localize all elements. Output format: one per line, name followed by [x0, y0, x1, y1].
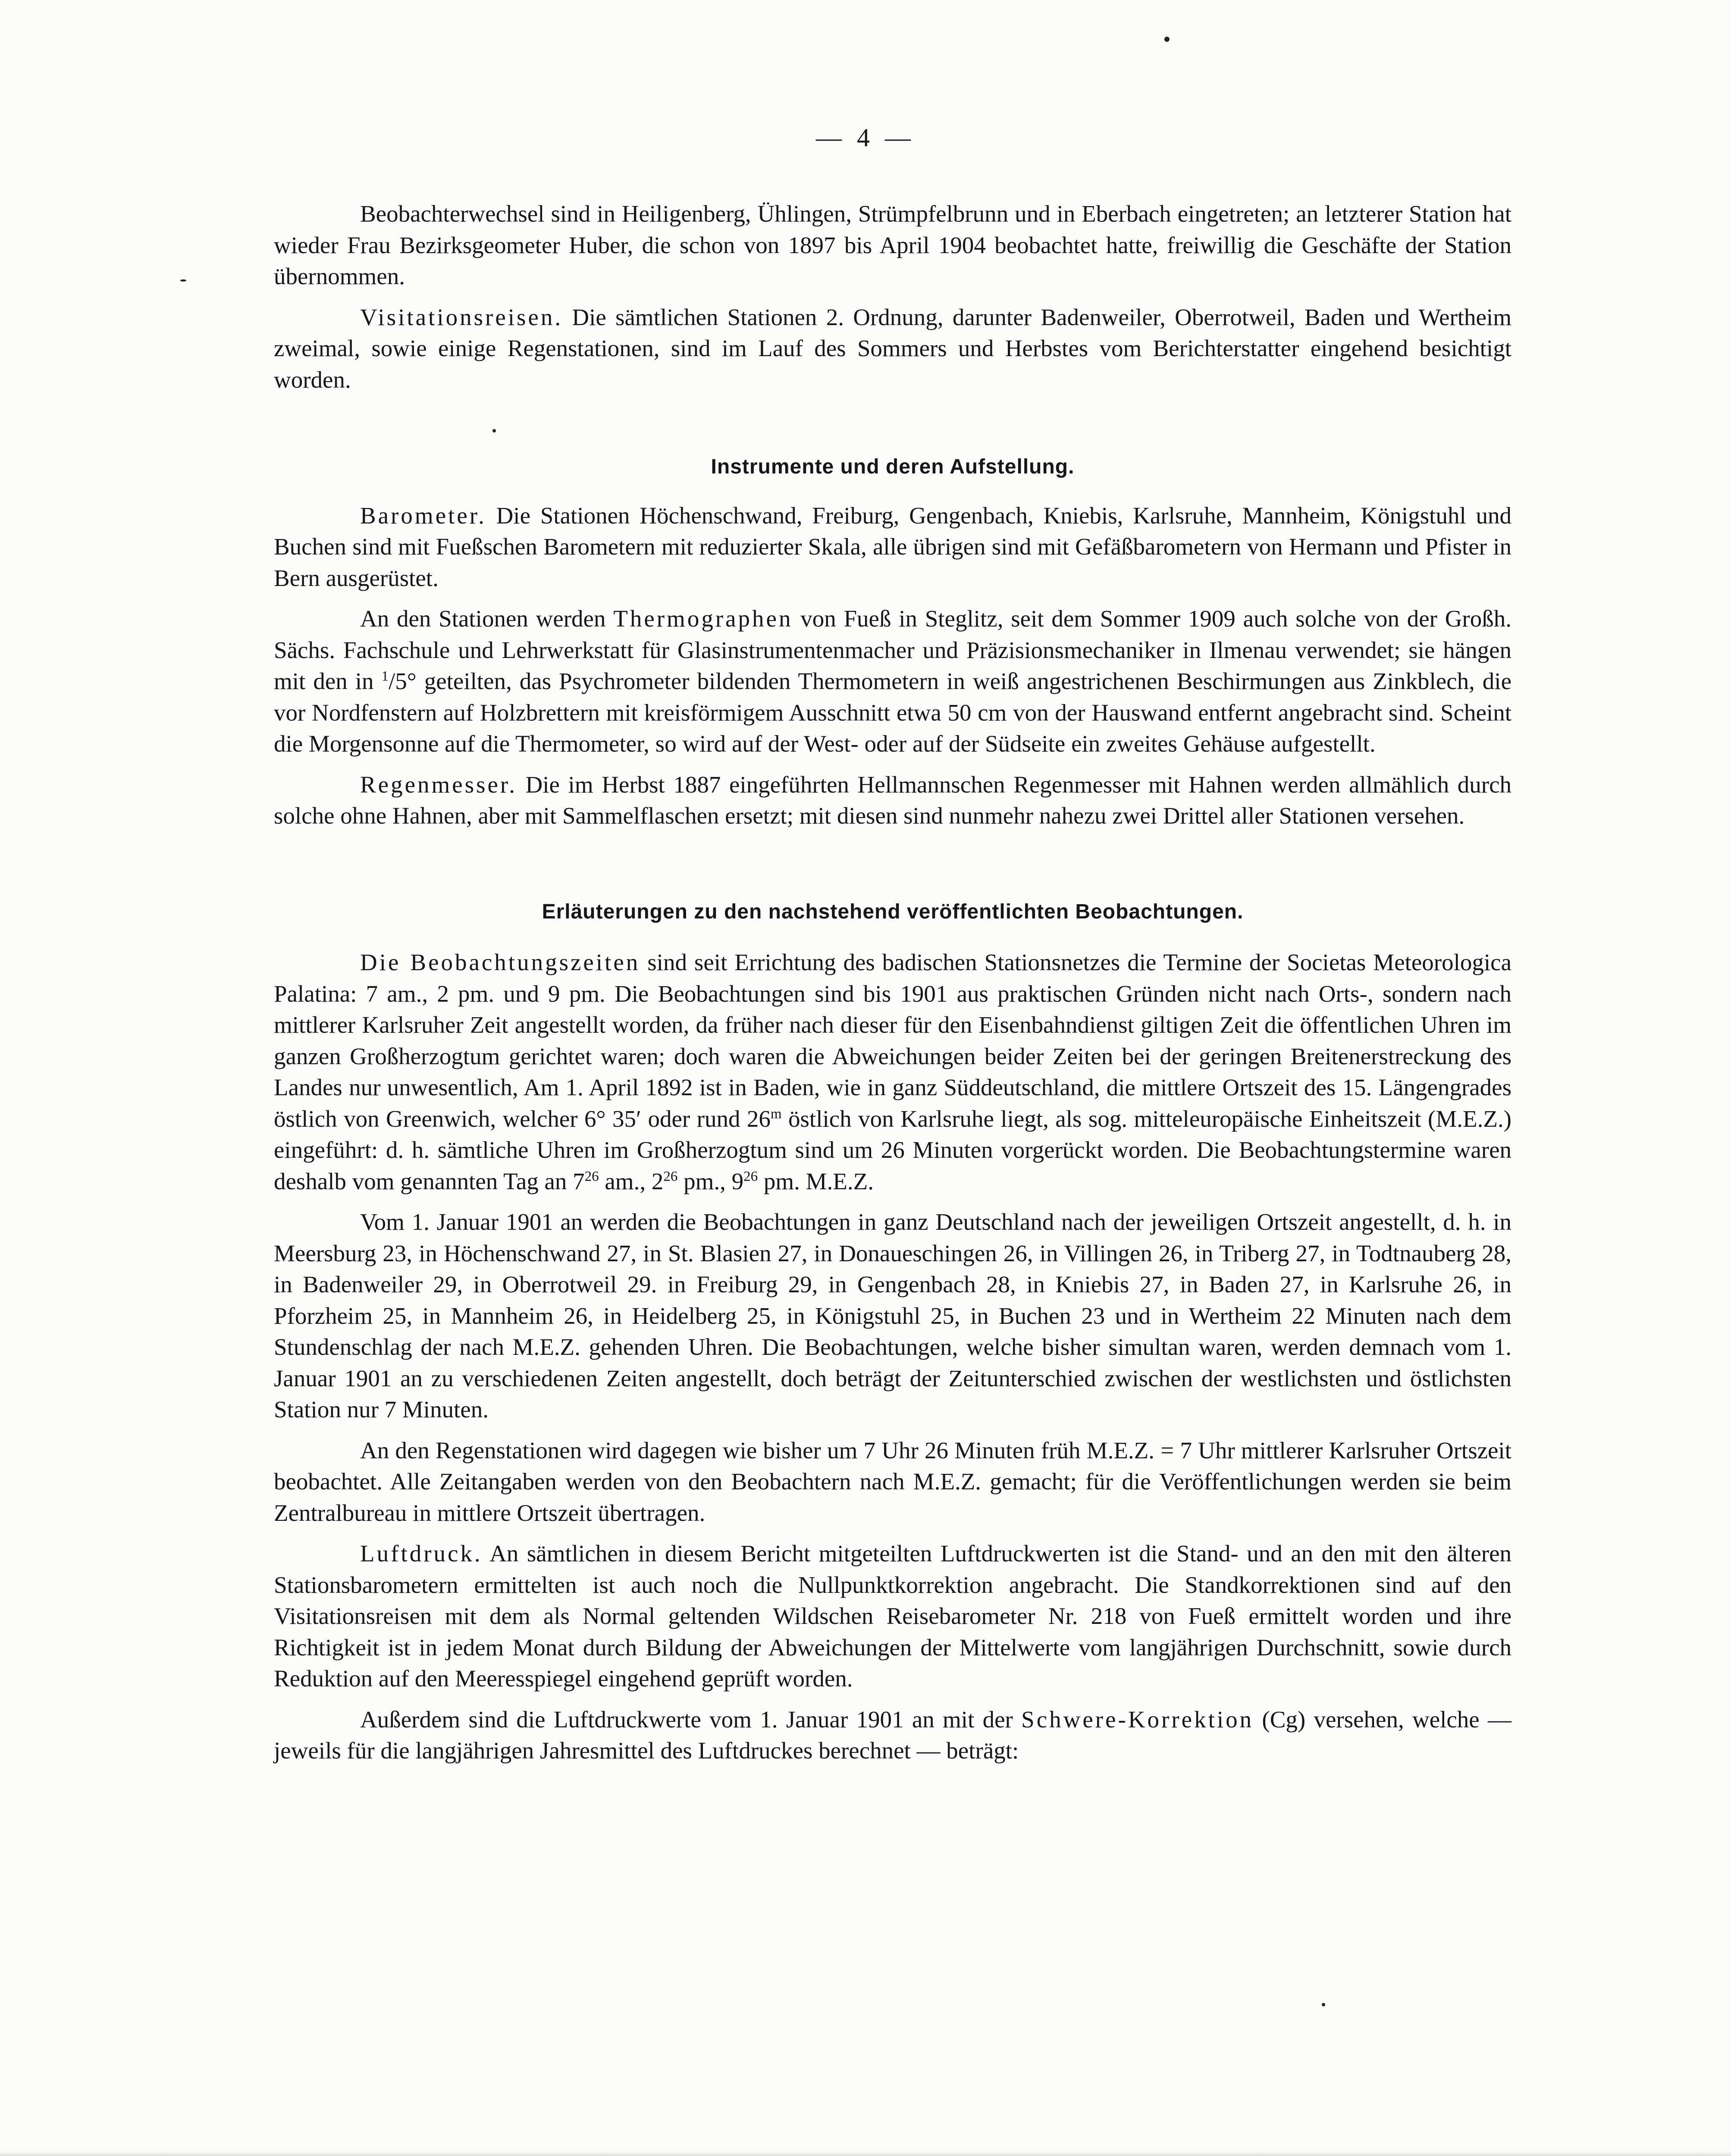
paragraph-visitation [274, 302, 1511, 396]
thermo-lead: Thermographen [613, 605, 793, 632]
barometer-text: Die Stationen Höchenschwand, Freiburg, Gengenbach, Kniebis, Karlsruhe, Mannheim, Königstuhl und Buchen sind mit Fueßschen Barometern mit reduzierter Skala, alle übrigen sind mit Gefäßbarometern von Hermann und Pfister in Bern ausgerüstet. [274, 502, 1511, 591]
local-time-text: Vom 1. Januar 1901 an werden die Beobachtungen in ganz Deutschland nach der jeweiligen Ortszeit angestellt, d. h. in Meersburg 23, in Höchenschwand 27, in St. Blasien 27, in Donaueschingen 26, in Villingen 26, in Triberg 27, in Todtnauberg 28, in Badenweiler 29, in Oberrotweil 29. in Freiburg 29, in Gengenbach 28, in Kniebis 27, in Baden 27, in Karlsruhe 26, in Pforzheim 25, in Mannheim 26, in Heidelberg 25, in Königstuhl 25, in Buchen 23 und in Wertheim 22 Minuten nach dem Stundenschlag der nach M.E.Z. gehenden Uhren. Die Beobachtungen, welche bisher simultan waren, werden demnach vom 1. Januar 1901 an zu verschiedenen Zeiten angestellt, doch beträgt der Zeitunterschied zwischen der westlichsten und östlichsten Station nur 7 Minuten. [274, 1209, 1511, 1423]
print-speck [1322, 2003, 1325, 2006]
rain-lead: Regenmesser. [360, 771, 517, 798]
paragraph-rain-stations [274, 1435, 1511, 1529]
times-text-2: östlich von Karlsruhe liegt, als sog. mitteleuropäische Einheitszeit (M.E.Z.) eingeführt: d. h. sämtliche Uhren im Großherzogtum sind um 26 Minuten vorgerückt worden. Die Beobachtungstermine waren deshalb vom genannten Tag an 7 [274, 1105, 1511, 1194]
pressure-text: An sämtlichen in diesem Bericht mitgeteilten Luftdruckwerten ist die Stand- und an den mit den älteren Stationsbarometern ermittelten ist auch noch die Nullpunktkorrektion angebracht. Die Standkorrektionen sind auf den Visitationsreisen mit dem als Normal geltenden Wildschen Reisebarometer Nr. 218 von Fueß ermittelt worden und ihre Richtigkeit ist in jedem Monat durch Bildung der Abweichungen der Mittelwerte vom langjährigen Durchschnitt, sowie durch Reduktion auf den Meeresspiegel eingehend geprüft worden. [274, 1540, 1511, 1692]
gravity-before: Außerdem sind die Luftdruckwerte vom 1. Januar 1901 an mit der [360, 1706, 1022, 1733]
print-speck [492, 429, 496, 432]
gravity-text: (Cg) versehen, welche — jeweils für die langjährigen Jahresmittel des Luftdruckes berechnet — beträgt: [274, 1706, 1511, 1764]
paragraph-local-time [274, 1206, 1511, 1426]
heading-explanations: Erläuterungen zu den nachstehend veröffentlichten Beobachtungen. [542, 900, 1244, 923]
page-number: — 4 — [816, 123, 915, 152]
paragraph-barometer [274, 500, 1511, 594]
thermo-text-1: von Fueß in Steglitz, seit dem Sommer 1909 auch solche von der Großh. Sächs. Fachschule und Lehrwerkstatt für Glasinstrumentenmacher und Präzisionsmechaniker in Ilmenau verwendet; sie hängen mit den in [274, 605, 1511, 694]
times-sup-1: 26 [584, 1169, 599, 1185]
visitation-text: Die sämtlichen Stationen 2. Ordnung, darunter Badenweiler, Oberrotweil, Baden und Wertheim zweimal, sowie einige Regenstationen, sind im Lauf des Sommers und Herbstes vom Berichterstatter eingehend besichtigt worden. [274, 304, 1511, 393]
times-text-4: pm., 9 [677, 1168, 744, 1194]
paragraph-thermographs [274, 603, 1511, 760]
thermo-fraction-numerator: 1 [381, 668, 389, 684]
paragraph-air-pressure [274, 1538, 1511, 1695]
observer-change-text: Beobachterwechsel sind in Heiligenberg, Ühlingen, Strümpfelbrunn und in Eberbach eingetreten; an letzterer Station hat wieder Frau Bezirksgeometer Huber, die schon von 1897 bis April 1904 beobachtet hatte, freiwillig die Geschäfte der Station übernommen. [274, 201, 1511, 289]
paragraph-rain-gauge [274, 769, 1511, 832]
paragraph-observer-change [274, 198, 1511, 292]
paragraph-observation-times [274, 947, 1511, 1197]
thermo-before: An den Stationen werden [360, 605, 614, 632]
print-speck [180, 279, 186, 282]
pressure-lead: Luftdruck. [360, 1540, 483, 1567]
times-sup-2: 26 [663, 1169, 678, 1185]
rain-text: Die im Herbst 1887 eingeführten Hellmannschen Regenmesser mit Hahnen werden allmählich durch solche ohne Hahnen, aber mit Sammelflaschen ersetzt; mit diesen sind nunmehr nahezu zwei Drittel aller Stationen versehen. [274, 771, 1511, 829]
body-text [274, 198, 1511, 1767]
thermo-fraction-rest: /5° [388, 668, 417, 694]
times-text-1: sind seit Errichtung des badischen Stationsnetzes die Termine der Societas Meteorologica Palatina: 7 am., 2 pm. und 9 pm. Die Beobachtungen sind bis 1901 aus praktischen Gründen nicht nach Orts-, sondern nach mittlerer Karlsruher Zeit angestellt worden, da früher nach dieser für den Eisenbahndienst giltigen Zeit die öffentlichen Uhren im ganzen Großherzogtum gerichtet waren; doch waren die Abweichungen beider Zeiten bei der geringen Breitenerstreckung des Landes nur unwesentlich, Am 1. April 1892 ist in Baden, wie in ganz Süddeutschland, die mittlere Ortszeit des 15. Längengrades östlich von Greenwich, welcher 6° 35′ oder rund 26 [274, 949, 1512, 1132]
times-lead: Die Beobachtungszeiten [360, 949, 640, 975]
thermo-text-2: geteilten, das Psychrometer bildenden Thermometern in weiß angestrichenen Beschirmungen aus Zinkblech, die vor Nordfenstern auf Holzbrettern mit kreisförmigem Ausschnitt etwa 50 cm von der Hauswand entfernt angebracht sind. Scheint die Morgensonne auf die Thermometer, so wird auf der West- oder auf der Südseite ein zweites Gehäuse aufgestellt. [274, 668, 1511, 757]
times-sup-m: m [770, 1106, 782, 1122]
times-sup-3: 26 [743, 1169, 758, 1185]
paragraph-gravity-correction [274, 1704, 1511, 1767]
heading-instruments: Instrumente und deren Aufstellung. [711, 455, 1075, 478]
scan-bottom-edge [0, 2152, 1731, 2156]
times-text-5: pm. M.E.Z. [758, 1168, 874, 1194]
print-speck [1164, 37, 1170, 42]
visitation-lead: Visitationsreisen. [360, 304, 563, 330]
times-text-3: am., 2 [599, 1168, 664, 1194]
barometer-lead: Barometer. [360, 502, 486, 529]
gravity-lead: Schwere-Korrektion [1021, 1706, 1254, 1733]
rain-stations-text: An den Regenstationen wird dagegen wie bisher um 7 Uhr 26 Minuten früh M.E.Z. = 7 Uhr mittlerer Karlsruher Ortszeit beobachtet. Alle Zeitangaben werden von den Beobachtern nach M.E.Z. gemacht; für die Veröffentlichungen werden sie beim Zentralbureau in mittlere Ortszeit übertragen. [274, 1437, 1511, 1526]
